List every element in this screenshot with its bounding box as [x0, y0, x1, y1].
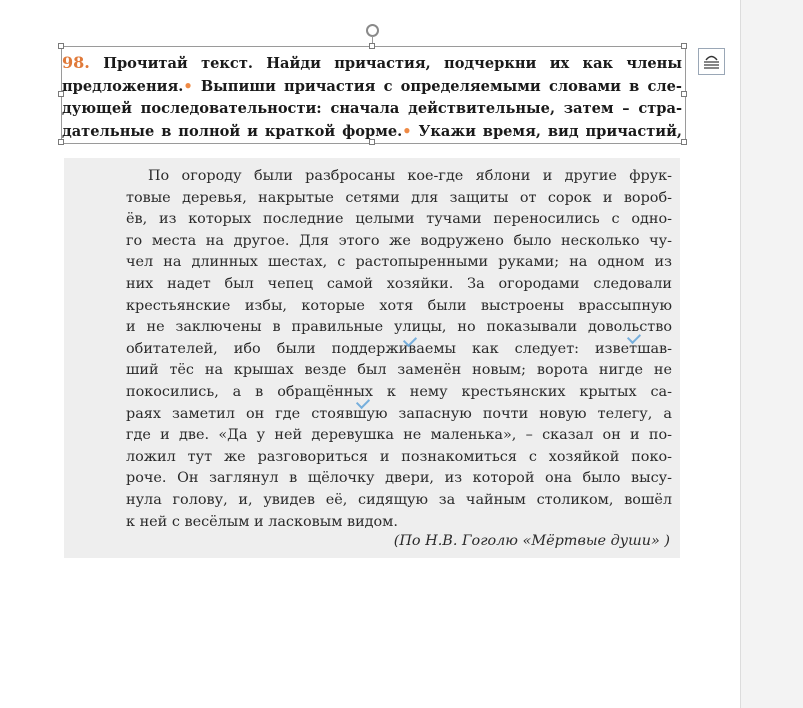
resize-handle-top-left[interactable] — [58, 43, 64, 49]
bullet-icon: • — [402, 122, 412, 140]
task-number: 98. — [62, 53, 90, 72]
passage-line: и не заключены в правильные улицы, но показывали довольство — [126, 319, 672, 336]
passage-line: покосились, а в обращённых к нему крестьянских крытых са- — [126, 383, 672, 400]
passage-line: товые деревья, накрытые сетями для защиты от сорок и вороб- — [126, 189, 672, 206]
task-text — [62, 52, 682, 143]
passage-text — [126, 166, 672, 533]
passage-line: где и две. «Да у ней деревушка не маленька», – сказал он и по- — [126, 427, 672, 444]
passage-line: обитателей, ибо были поддерживаемы как следует: изветшав- — [126, 340, 672, 357]
passage-line: крестьянские избы, которые хотя были выстроены врассыпную — [126, 297, 672, 314]
passage-line: чел на длинных шестах, с растопыренными руками; на одном из — [126, 254, 672, 271]
passage-line: По огороду были разбросаны кое-где яблони и другие фрук- — [148, 168, 672, 184]
layout-options-icon[interactable] — [698, 48, 725, 75]
passage-source: (По Н.В. Гоголю «Мёртвые души» ) — [393, 533, 670, 549]
task-line-1: 98. Прочитай текст. Найди причастия, подчеркни их как члены — [62, 53, 682, 72]
task-line-3: дующей последовательности: сначала действительные, затем – стра- — [62, 100, 682, 117]
passage-line: роче. Он заглянул в щёлочку двери, из которой она было высу- — [126, 470, 672, 487]
passage-line: ложил тут же разговориться и познакомиться с хозяйкой поко- — [126, 448, 672, 465]
passage-line: раях заметил он где стоявшую запасную почти новую телегу, а — [126, 405, 672, 422]
passage-line: го места на другое. Для этого же водружено было несколько чу- — [126, 232, 672, 249]
passage-line: ший тёс на крышах везде был заменён новым; ворота нигде не — [126, 362, 672, 379]
resize-handle-top[interactable] — [369, 43, 375, 49]
task-line-4: дательные в полной и краткой форме.• Укажи время, вид причастий, — [62, 122, 682, 140]
bullet-icon: • — [183, 77, 193, 95]
resize-handle-top-right[interactable] — [681, 43, 687, 49]
task-line-2: предложения.• Выпиши причастия с определяемыми словами в сле- — [62, 77, 682, 95]
document-right-margin — [740, 0, 803, 708]
passage-line: ёв, из которых последние целыми тучами переносились с одно- — [126, 211, 672, 228]
passage-line: нула голову, и, увидев её, сидящую за чайным столиком, вошёл — [126, 491, 672, 508]
passage-line: к ней с весёлым и ласковым видом. — [126, 513, 398, 530]
passage-line: них надет был чепец самой хозяйки. За огородами следовали — [126, 275, 672, 292]
